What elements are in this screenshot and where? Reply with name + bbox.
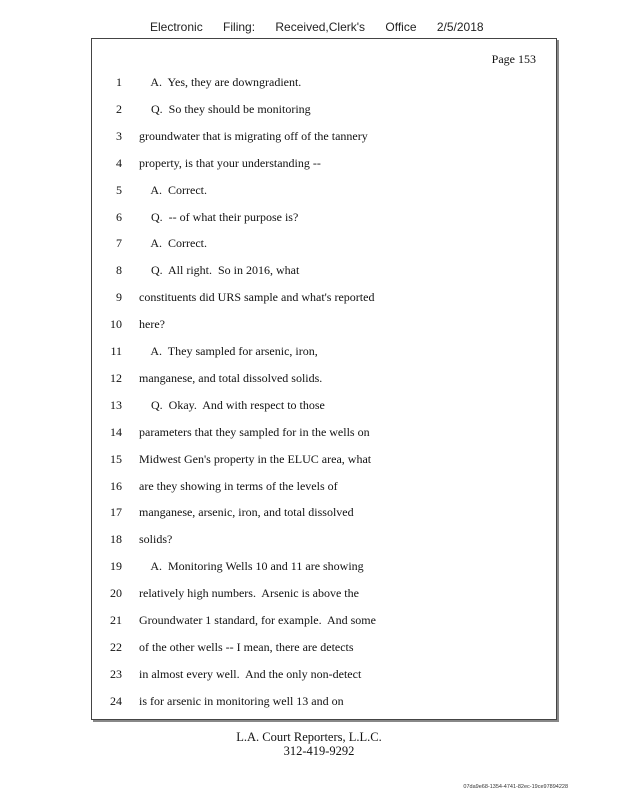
transcript-line: manganese, and total dissolved solids. — [139, 370, 323, 385]
transcript-line: A. Monitoring Wells 10 and 11 are showing — [139, 559, 364, 574]
line-number: 2 — [116, 101, 122, 116]
line-number: 22 — [110, 639, 122, 654]
line-number: 1 — [116, 75, 122, 89]
line-number: 6 — [116, 209, 122, 224]
line-number: 7 — [116, 236, 122, 251]
line-number: 13 — [110, 397, 122, 412]
reporter-footer — [0, 730, 618, 758]
document-id: 07da9e68-1354-4741-82ec-19ce97894228 — [463, 784, 568, 790]
filing-stamp-date: 2/5/2018 — [436, 20, 484, 34]
reporter-phone: 312-419-9292 — [283, 744, 355, 758]
line-number: 5 — [116, 182, 122, 197]
transcript-line: Groundwater 1 standard, for example. And some — [139, 613, 376, 627]
transcript-line: Q. -- of what their purpose is? — [139, 209, 299, 224]
line-number: 24 — [110, 693, 122, 708]
transcript-line: here? — [139, 317, 165, 332]
filing-stamp-part: Filing: — [223, 20, 256, 34]
transcript-line: Midwest Gen's property in the ELUC area, what — [139, 451, 372, 466]
line-number: 19 — [110, 559, 122, 574]
line-number: 8 — [116, 263, 122, 278]
transcript-line: in almost every well. And the only non-detect — [139, 666, 362, 681]
line-number: 17 — [110, 505, 122, 520]
transcript-line: A. They sampled for arsenic, iron, — [139, 344, 318, 358]
transcript-line: Q. So they should be monitoring — [139, 101, 311, 116]
transcript-line: relatively high numbers. Arsenic is above the — [139, 586, 359, 601]
line-number: 16 — [110, 478, 122, 493]
transcript-line: of the other wells -- I mean, there are detects — [139, 639, 354, 654]
line-number: 9 — [116, 290, 122, 305]
filing-stamp-part: Electronic — [150, 20, 203, 34]
filing-stamp-part: Office — [385, 20, 417, 34]
transcript-line: are they showing in terms of the levels of — [139, 478, 338, 493]
transcript-line: manganese, arsenic, iron, and total dissolved — [139, 505, 354, 520]
line-number: 15 — [110, 451, 122, 466]
transcript-line: Q. Okay. And with respect to those — [139, 397, 325, 412]
transcript-line: parameters that they sampled for in the wells on — [139, 424, 370, 439]
transcript-line: is for arsenic in monitoring well 13 and on — [139, 693, 344, 708]
transcript-line: A. Correct. — [139, 236, 207, 251]
line-number: 11 — [110, 344, 122, 358]
line-number: 23 — [110, 666, 122, 681]
line-number: 3 — [116, 128, 122, 143]
line-number: 14 — [110, 424, 122, 439]
transcript-line: property, is that your understanding -- — [139, 155, 321, 170]
line-number: 4 — [116, 155, 122, 170]
line-number: 18 — [110, 532, 122, 547]
transcript-line: Q. All right. So in 2016, what — [139, 263, 300, 278]
transcript-line: groundwater that is migrating off of the tannery — [139, 128, 368, 143]
line-number: 12 — [110, 370, 122, 385]
filing-stamp-part: Received,Clerk's — [275, 20, 366, 34]
reporter-company: L.A. Court Reporters, L.L.C. — [236, 730, 382, 744]
line-number: 20 — [110, 586, 122, 601]
filing-stamp-header — [150, 20, 500, 34]
transcript-line: constituents did URS sample and what's reported — [139, 290, 375, 305]
line-number: 10 — [110, 317, 122, 332]
transcript-line: A. Yes, they are downgradient. — [139, 75, 302, 89]
page-number: Page 153 — [491, 52, 536, 66]
transcript-line: solids? — [139, 532, 173, 547]
transcript-page — [91, 38, 557, 720]
transcript-line: A. Correct. — [139, 182, 207, 197]
line-number: 21 — [110, 613, 122, 627]
